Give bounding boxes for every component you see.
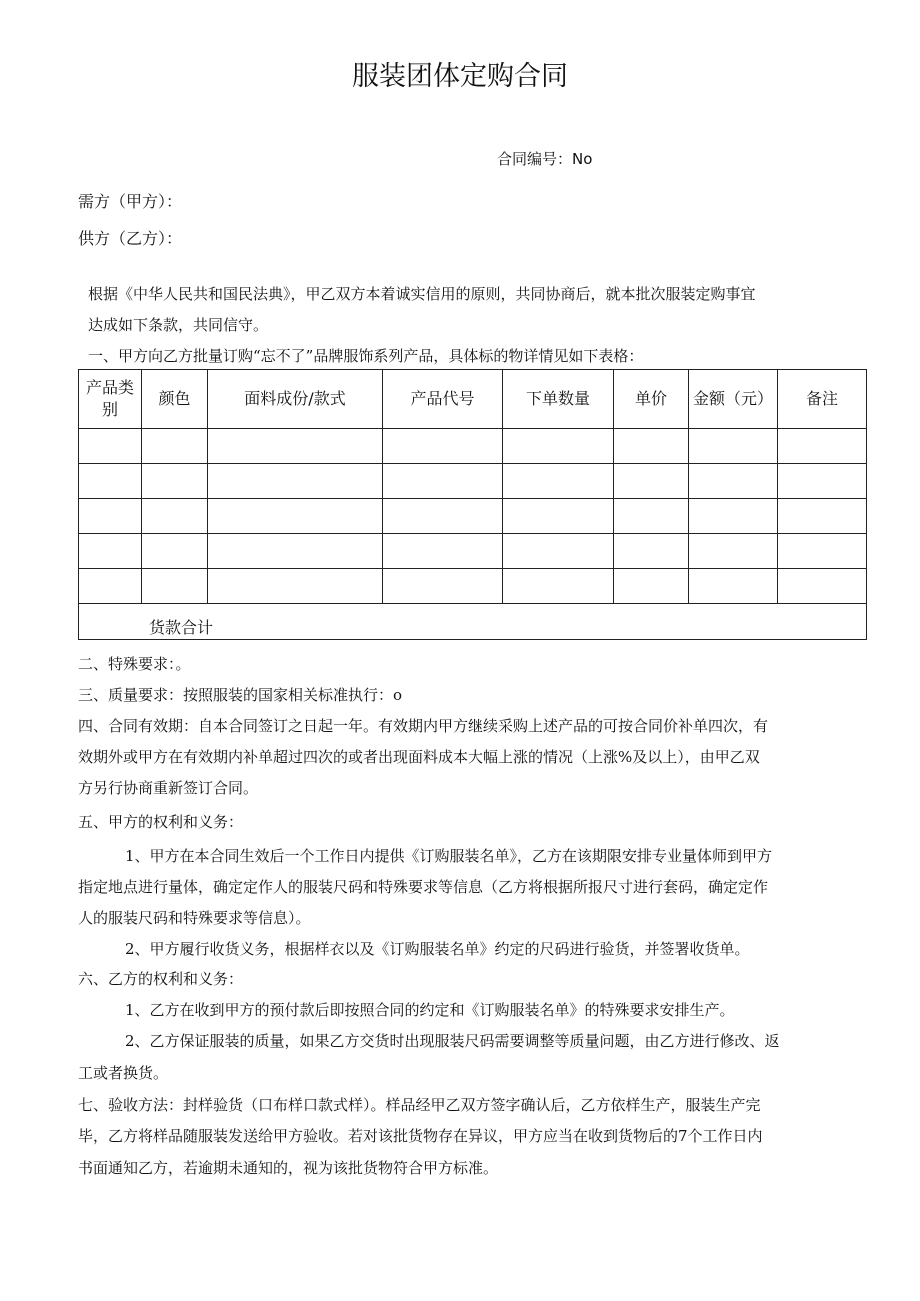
header-category: 产品类别: [79, 370, 142, 429]
table-cell[interactable]: [79, 429, 142, 464]
clause-7-line-1: 七、验收方法：封样验货（口布样口款式样）。样品经甲乙双方签字确认后，乙方依样生产，服装生产完: [78, 1096, 761, 1114]
header-unit-price: 单价: [614, 370, 689, 429]
header-fabric-style: 面料成份/款式: [208, 370, 383, 429]
table-cell[interactable]: [383, 464, 503, 499]
table-cell[interactable]: [778, 499, 867, 534]
table-cell[interactable]: [778, 534, 867, 569]
table-cell[interactable]: [778, 429, 867, 464]
table-cell[interactable]: [142, 499, 208, 534]
table-cell[interactable]: [208, 499, 383, 534]
total-label: 货款合计: [149, 618, 214, 637]
clause-5-2: 2、甲方履行收货义务，根据样衣以及《订购服装名单》约定的尺码进行验货，并签署收货单。: [125, 940, 750, 958]
contract-number-label: 合同编号：No: [497, 150, 593, 168]
supplier-label: 供方（乙方）：: [78, 229, 183, 248]
buyer-label: 需方（甲方）：: [78, 192, 183, 211]
table-cell[interactable]: [503, 534, 614, 569]
table-cell[interactable]: [689, 534, 778, 569]
clause-7-line-2: 毕，乙方将样品随服装发送给甲方验收。若对该批货物存在异议，甲方应当在收到货物后的7个工作日内: [78, 1127, 763, 1145]
table-row: [79, 569, 867, 604]
clause-6-2-line-2: 工或者换货。: [78, 1064, 169, 1082]
clause-6-2-line-1: 2、乙方保证服装的质量，如果乙方交货时出现服装尺码需要调整等质量问题，由乙方进行修改、返: [125, 1032, 780, 1050]
table-cell[interactable]: [689, 569, 778, 604]
table-cell[interactable]: [383, 534, 503, 569]
clause-5-1-line-1: 1、甲方在本合同生效后一个工作日内提供《订购服装名单》，乙方在该期限安排专业量体师到甲方: [125, 847, 773, 865]
clause-7-line-3: 书面通知乙方，若逾期未通知的，视为该批货物符合甲方标准。: [78, 1159, 499, 1177]
intro-line-2: 达成如下条款，共同信守。: [88, 316, 269, 334]
clause-2: 二、特殊要求：。: [78, 655, 191, 673]
clause-5-1-line-3: 人的服装尺码和特殊要求等信息）。: [78, 909, 311, 927]
clause-1: 一、甲方向乙方批量订购“忘不了”品牌服饰系列产品，具体标的物详情见如下表格：: [88, 347, 644, 365]
table-cell[interactable]: [614, 464, 689, 499]
table-cell[interactable]: [778, 569, 867, 604]
clause-4-line-2: 效期外或甲方在有效期内补单超过四次的或者出现面料成本大幅上涨的情况（上涨%及以上），由甲乙双: [78, 748, 760, 766]
clause-4-line-1: 四、合同有效期：自本合同签订之日起一年。有效期内甲方继续采购上述产品的可按合同价补单四次，有: [78, 717, 769, 735]
table-cell[interactable]: [689, 499, 778, 534]
table-cell[interactable]: [503, 569, 614, 604]
clause-5-1-line-2: 指定地点进行量体，确定定作人的服装尺码和特殊要求等信息（乙方将根据所报尺寸进行套码，确定定作: [78, 878, 769, 896]
table-cell[interactable]: [383, 429, 503, 464]
table-cell[interactable]: [614, 569, 689, 604]
clause-5: 五、甲方的权利和义务：: [78, 813, 244, 831]
document-title: 服装团体定购合同: [352, 61, 568, 92]
total-cell: [79, 604, 867, 640]
order-table: [78, 369, 867, 640]
table-row: [79, 534, 867, 569]
table-cell[interactable]: [79, 499, 142, 534]
clause-3: 三、质量要求：按照服装的国家相关标准执行：o: [78, 686, 403, 704]
table-cell[interactable]: [208, 569, 383, 604]
table-cell[interactable]: [79, 534, 142, 569]
table-cell[interactable]: [79, 569, 142, 604]
table-cell[interactable]: [689, 464, 778, 499]
table-cell[interactable]: [503, 499, 614, 534]
table-total-row: [79, 604, 867, 640]
table-header-row: [79, 370, 867, 429]
table-cell[interactable]: [614, 429, 689, 464]
clause-6-1: 1、乙方在收到甲方的预付款后即按照合同的约定和《订购服装名单》的特殊要求安排生产。: [125, 1001, 735, 1019]
table-cell[interactable]: [142, 569, 208, 604]
table-cell[interactable]: [208, 464, 383, 499]
table-row: [79, 429, 867, 464]
table-cell[interactable]: [142, 464, 208, 499]
header-product-code: 产品代号: [383, 370, 503, 429]
header-remarks: 备注: [778, 370, 867, 429]
table-row: [79, 499, 867, 534]
table-cell[interactable]: [689, 429, 778, 464]
table-cell[interactable]: [383, 499, 503, 534]
intro-line-1: 根据《中华人民共和国民法典》，甲乙双方本着诚实信用的原则，共同协商后，就本批次服装定购事宜: [88, 285, 756, 303]
table-cell[interactable]: [208, 429, 383, 464]
table-cell[interactable]: [79, 464, 142, 499]
table-cell[interactable]: [614, 534, 689, 569]
table-cell[interactable]: [142, 534, 208, 569]
header-quantity: 下单数量: [503, 370, 614, 429]
table-cell[interactable]: [503, 464, 614, 499]
table-cell[interactable]: [614, 499, 689, 534]
table-cell[interactable]: [778, 464, 867, 499]
header-color: 颜色: [142, 370, 208, 429]
table-cell[interactable]: [383, 569, 503, 604]
clause-6: 六、乙方的权利和义务：: [78, 970, 244, 988]
table-cell[interactable]: [208, 534, 383, 569]
table-cell[interactable]: [142, 429, 208, 464]
clause-4-line-3: 方另行协商重新签订合同。: [78, 779, 259, 797]
table-cell[interactable]: [503, 429, 614, 464]
table-row: [79, 464, 867, 499]
header-amount: 金额（元）: [689, 370, 778, 429]
